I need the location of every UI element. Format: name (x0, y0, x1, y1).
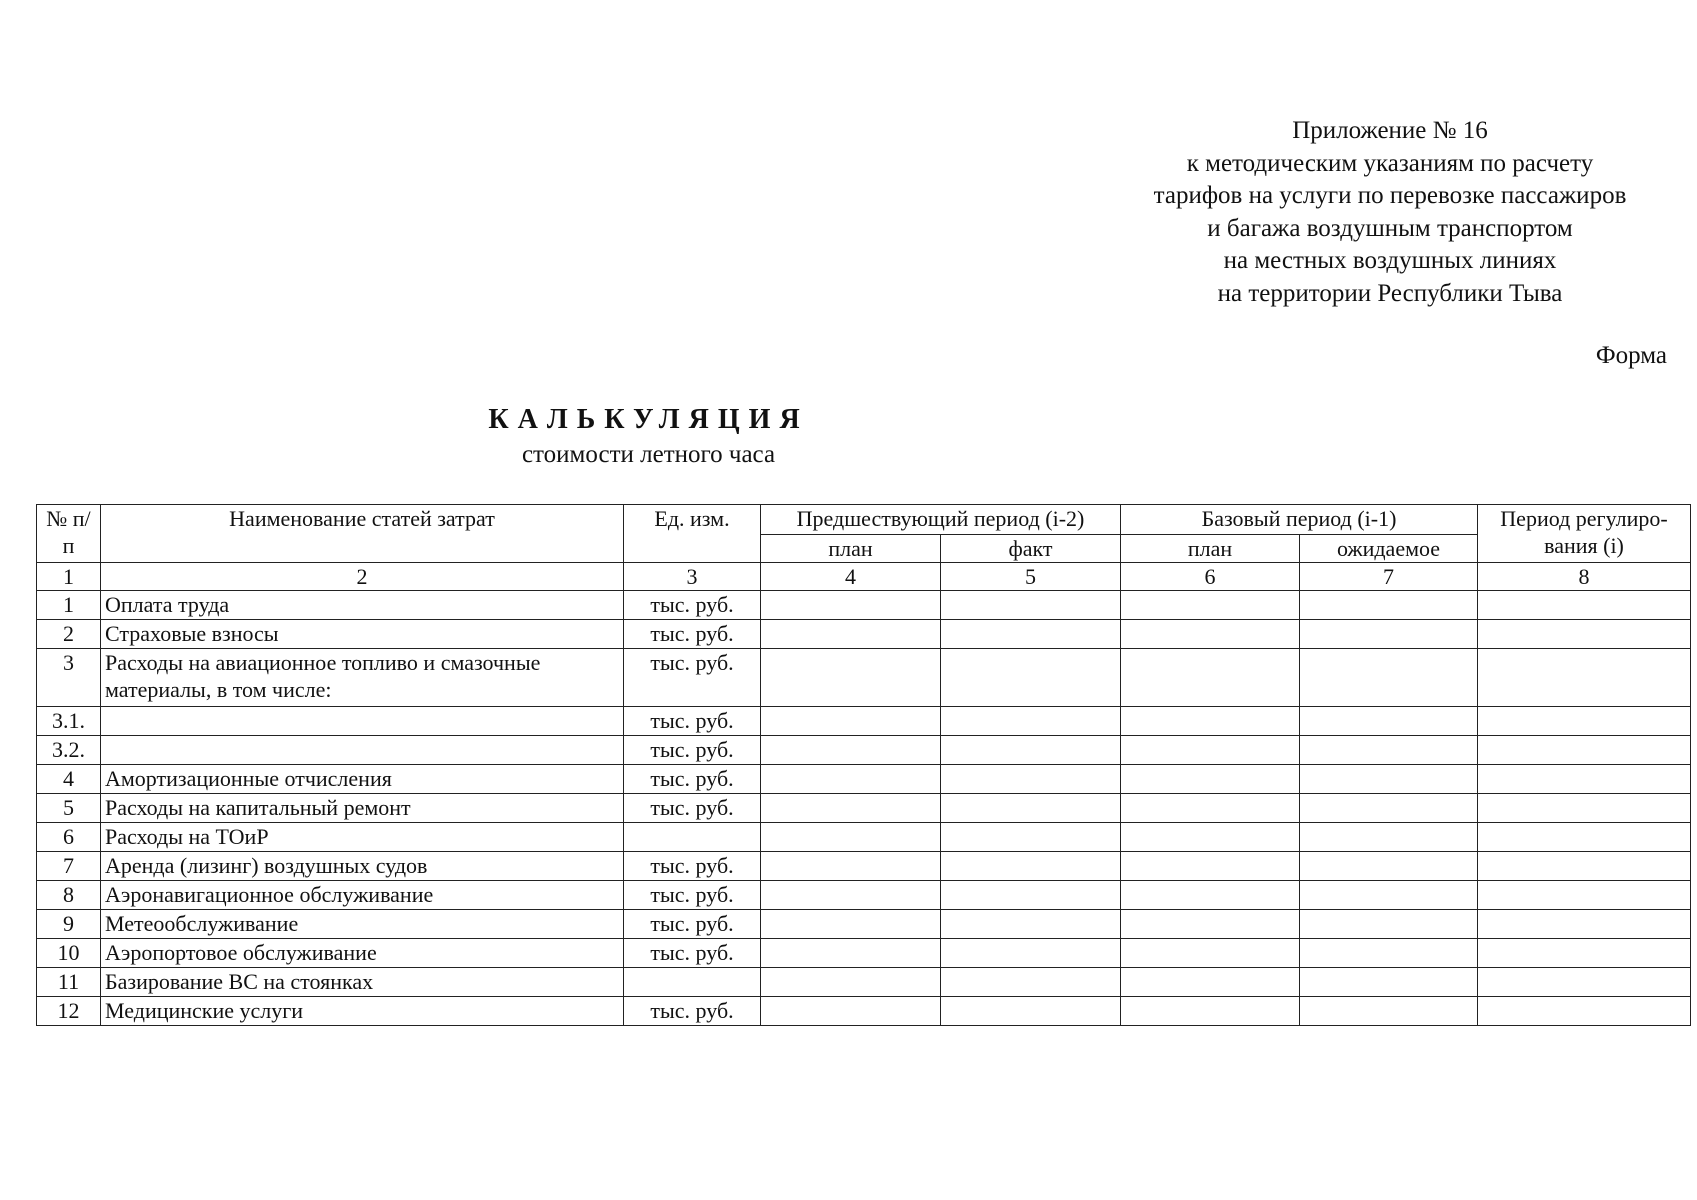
value-cell (941, 997, 1121, 1026)
value-cell (761, 823, 941, 852)
table-row (37, 794, 1691, 823)
value-cell (941, 620, 1121, 649)
value-cell (941, 968, 1121, 997)
value-cell (1121, 939, 1300, 968)
header-fact: факт (941, 535, 1121, 563)
value-cell (1478, 765, 1691, 794)
value-cell (1478, 997, 1691, 1026)
value-cell (1121, 968, 1300, 997)
header-plan: план (761, 535, 941, 563)
appendix-line: к методическим указаниям по расчету (1186, 149, 1594, 177)
row-name: Расходы на ТОиР (101, 823, 624, 852)
row-number: 3.2. (37, 736, 101, 765)
form-label: Форма (1595, 342, 1667, 369)
row-unit: тыс. руб. (624, 997, 761, 1026)
value-cell (941, 823, 1121, 852)
row-number: 4 (37, 765, 101, 794)
value-cell (1478, 968, 1691, 997)
document-title: КАЛЬКУЛЯЦИЯ (488, 404, 809, 435)
header-expected: ожидаемое (1300, 535, 1478, 563)
header-name: Наименование статей затрат (101, 505, 624, 563)
table-row (37, 881, 1691, 910)
row-number: 1 (37, 591, 101, 620)
value-cell (941, 649, 1121, 707)
row-name: Метеообслуживание (101, 910, 624, 939)
row-number: 6 (37, 823, 101, 852)
row-unit: тыс. руб. (624, 591, 761, 620)
value-cell (761, 997, 941, 1026)
row-number: 3.1. (37, 707, 101, 736)
row-name: Расходы на капитальный ремонт (101, 794, 624, 823)
value-cell (1478, 881, 1691, 910)
value-cell (761, 939, 941, 968)
appendix-line: Приложение № 16 (1292, 117, 1488, 144)
value-cell (1478, 910, 1691, 939)
column-number: 1 (37, 563, 101, 591)
value-cell (1478, 620, 1691, 649)
header-prev-period: Предшествующий период (i-2) (761, 505, 1121, 535)
value-cell (1300, 736, 1478, 765)
value-cell (1478, 649, 1691, 707)
row-number: 3 (37, 649, 101, 707)
value-cell (1121, 910, 1300, 939)
row-unit: тыс. руб. (624, 852, 761, 881)
value-cell (1300, 939, 1478, 968)
value-cell (1121, 736, 1300, 765)
row-number: 2 (37, 620, 101, 649)
row-unit: тыс. руб. (624, 736, 761, 765)
value-cell (761, 620, 941, 649)
value-cell (1478, 591, 1691, 620)
value-cell (1300, 852, 1478, 881)
value-cell (1478, 794, 1691, 823)
row-unit: тыс. руб. (624, 910, 761, 939)
value-cell (1300, 910, 1478, 939)
value-cell (941, 736, 1121, 765)
value-cell (761, 591, 941, 620)
row-name (101, 736, 624, 765)
row-name: Аэронавигационное обслуживание (101, 881, 624, 910)
table-row (37, 707, 1691, 736)
column-number: 5 (941, 563, 1121, 591)
table-row (37, 939, 1691, 968)
column-number: 8 (1478, 563, 1691, 591)
value-cell (1121, 852, 1300, 881)
value-cell (941, 852, 1121, 881)
value-cell (761, 707, 941, 736)
table-row (37, 591, 1691, 620)
table-row (37, 823, 1691, 852)
table-row (37, 968, 1691, 997)
row-name: Базирование ВС на стоянках (101, 968, 624, 997)
value-cell (1478, 707, 1691, 736)
value-cell (761, 794, 941, 823)
value-cell (1300, 765, 1478, 794)
value-cell (1300, 707, 1478, 736)
value-cell (761, 852, 941, 881)
value-cell (941, 910, 1121, 939)
row-unit: тыс. руб. (624, 794, 761, 823)
value-cell (941, 794, 1121, 823)
row-number: 11 (37, 968, 101, 997)
value-cell (1300, 823, 1478, 852)
appendix-line: на местных воздушных линиях (1223, 247, 1557, 274)
value-cell (761, 881, 941, 910)
header-plan-base: план (1121, 535, 1300, 563)
row-unit (624, 823, 761, 852)
appendix-line: тарифов на услуги по перевозке пассажиров (1153, 182, 1627, 209)
header-unit: Ед. изм. (624, 505, 761, 563)
row-unit: тыс. руб. (624, 881, 761, 910)
value-cell (1300, 997, 1478, 1026)
table-row (37, 765, 1691, 794)
value-cell (1121, 620, 1300, 649)
value-cell (941, 939, 1121, 968)
value-cell (1121, 765, 1300, 794)
value-cell (761, 968, 941, 997)
row-name: Страховые взносы (101, 620, 624, 649)
row-unit (624, 968, 761, 997)
value-cell (1121, 997, 1300, 1026)
value-cell (1478, 939, 1691, 968)
value-cell (761, 736, 941, 765)
appendix-line: на территории Республики Тыва (1217, 279, 1563, 307)
table-row (37, 620, 1691, 649)
column-number: 7 (1300, 563, 1478, 591)
row-unit: тыс. руб. (624, 707, 761, 736)
table-row (37, 852, 1691, 881)
row-name: Амортизационные отчисления (101, 765, 624, 794)
row-name: Расходы на авиационное топливо и смазочные материалы, в том числе: (101, 649, 624, 707)
table-row (37, 910, 1691, 939)
appendix-line: и багажа воздушным транспортом (1207, 214, 1573, 242)
value-cell (1121, 823, 1300, 852)
row-number: 9 (37, 910, 101, 939)
header-base-period: Базовый период (i-1) (1121, 505, 1478, 535)
header-num: № п/п (37, 505, 101, 563)
cost-calculation-table (36, 504, 1691, 1026)
value-cell (761, 765, 941, 794)
row-number: 10 (37, 939, 101, 968)
row-name: Аэропортовое обслуживание (101, 939, 624, 968)
value-cell (1478, 852, 1691, 881)
column-number: 6 (1121, 563, 1300, 591)
value-cell (941, 765, 1121, 794)
value-cell (1121, 881, 1300, 910)
value-cell (1300, 794, 1478, 823)
appendix-caption (1100, 115, 1680, 310)
table-row (37, 736, 1691, 765)
row-name: Медицинские услуги (101, 997, 624, 1026)
table-row (37, 649, 1691, 707)
value-cell (941, 881, 1121, 910)
row-number: 8 (37, 881, 101, 910)
column-number: 3 (624, 563, 761, 591)
row-unit: тыс. руб. (624, 620, 761, 649)
document-subtitle: стоимости летного часа (521, 441, 776, 468)
value-cell (1478, 736, 1691, 765)
row-unit: тыс. руб. (624, 939, 761, 968)
row-number: 7 (37, 852, 101, 881)
value-cell (1121, 591, 1300, 620)
value-cell (1121, 707, 1300, 736)
column-number: 4 (761, 563, 941, 591)
value-cell (761, 910, 941, 939)
value-cell (1300, 649, 1478, 707)
value-cell (1478, 823, 1691, 852)
value-cell (1300, 968, 1478, 997)
value-cell (941, 707, 1121, 736)
row-unit: тыс. руб. (624, 765, 761, 794)
row-number: 12 (37, 997, 101, 1026)
value-cell (941, 591, 1121, 620)
row-number: 5 (37, 794, 101, 823)
table-row (37, 997, 1691, 1026)
header-reg-period: Период регулиро-вания (i) (1478, 505, 1691, 563)
row-unit: тыс. руб. (624, 649, 761, 707)
value-cell (1300, 591, 1478, 620)
value-cell (761, 649, 941, 707)
value-cell (1300, 881, 1478, 910)
row-name: Оплата труда (101, 591, 624, 620)
row-name (101, 707, 624, 736)
row-name: Аренда (лизинг) воздушных судов (101, 852, 624, 881)
value-cell (1121, 794, 1300, 823)
value-cell (1300, 620, 1478, 649)
value-cell (1121, 649, 1300, 707)
column-number: 2 (101, 563, 624, 591)
